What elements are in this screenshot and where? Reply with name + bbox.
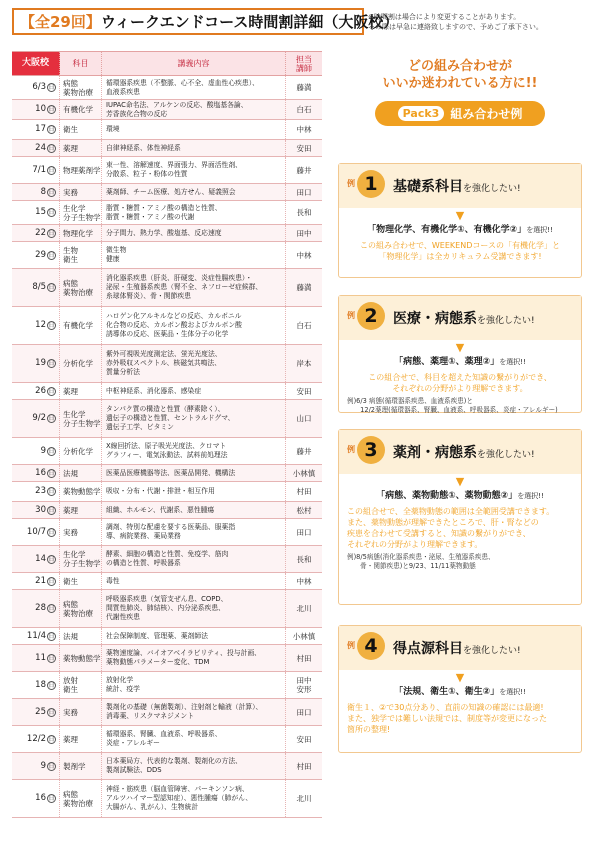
weekday-badge: 日 — [48, 415, 55, 422]
weekday-badge: 日 — [48, 795, 55, 802]
row-date — [12, 157, 60, 183]
date-text: 23 — [35, 486, 46, 496]
row-date — [12, 465, 60, 481]
row-date — [12, 184, 60, 200]
schedule-table — [12, 51, 322, 818]
header-teacher: 担当 講師 — [296, 54, 312, 73]
date-text: 6/3 — [32, 82, 46, 92]
row-date — [12, 269, 60, 306]
weekday-badge: 日 — [48, 708, 55, 716]
row-content: 環境 — [102, 120, 286, 139]
example-combo — [339, 209, 581, 235]
combo-text: 「病態、薬物動態①、薬物動態②」 — [376, 491, 518, 501]
row-date — [12, 628, 60, 644]
example-description: この組合せで、科目を超えた知識の繋がりができ、 それぞれの分野がより理解できます。 — [368, 373, 552, 393]
row-subject: 生物 衛生 — [60, 242, 102, 268]
table-row — [12, 780, 322, 818]
table-row — [12, 201, 322, 225]
date-text: 9/2 — [32, 413, 46, 423]
row-date — [12, 383, 60, 399]
table-row — [12, 482, 322, 502]
row-teacher: 長和 — [296, 208, 312, 217]
date-text: 15 — [35, 207, 46, 217]
weekday-badge: 日 — [48, 144, 55, 152]
table-row — [12, 645, 322, 672]
row-date — [12, 100, 60, 119]
row-date — [12, 120, 60, 139]
row-content: 神経・筋疾患（脳血管障害、パーキンソン病、 アルツハイマー型認知症）、悪性腫瘍（肺がん、 大腸がん、乳がん）、生物統計 — [102, 780, 286, 817]
row-content: 消化器系疾患（肝炎、肝硬変、炎症性腸疾患）・ 泌尿・生殖器系疾患（腎不全、ネフローゼ症候群、 糸球体腎炎）、骨・関節疾患 — [102, 269, 286, 306]
row-date — [12, 780, 60, 817]
pack-text: 組み合わせ例 — [450, 107, 523, 121]
row-date — [12, 201, 60, 224]
example-title — [393, 176, 521, 196]
row-date — [12, 753, 60, 779]
row-subject: 実務 — [60, 184, 102, 200]
combo-suffix: を選択!! — [499, 688, 526, 696]
down-arrow-icon: ▼ — [455, 209, 465, 222]
row-content: 束一性、溶解速度、界面張力、界面活性剤、 分散系、粒子・粉体の性質 — [102, 157, 286, 183]
date-text: 24 — [35, 142, 46, 153]
row-date — [12, 645, 60, 671]
row-date — [12, 672, 60, 698]
row-content: ハロゲン化アルキルなどの反応、カルボニル 化合物の反応、カルボン酸およびカルボン酸 誘導体の反応、医薬品・生体分子の化学 — [102, 307, 286, 344]
date-text: 18 — [35, 679, 46, 690]
title-count: 【全29回】 — [20, 13, 101, 31]
row-subject: 衛生 — [60, 120, 102, 139]
row-content: 吸収・分布・代謝・排泄・相互作用 — [102, 482, 286, 501]
example-note: 例)8/5病態(消化器系疾患・泌尿、生殖器系疾患、 骨・関節疾患)と9/23、11/11薬物動態 — [347, 553, 495, 570]
row-subject: 薬理 — [60, 502, 102, 518]
date-text: 8 — [40, 186, 46, 197]
row-content: 組織、ホルモン、代謝系、悪性腫瘍 — [102, 502, 286, 518]
weekday-badge: 日 — [48, 506, 55, 514]
row-date — [12, 482, 60, 501]
row-content: IUPAC命名法、アルケンの反応、酸塩基各論、 芳香族化合物の反応 — [102, 100, 286, 119]
example-label: 例 — [347, 311, 355, 320]
combo-text: 「病態、薬理①、薬理②」 — [394, 357, 500, 367]
table-row — [12, 120, 322, 140]
row-date — [12, 140, 60, 156]
table-row — [12, 140, 322, 157]
date-text: 12/2 — [26, 733, 46, 744]
example-number: 2 — [357, 302, 385, 330]
row-subject: 病態 薬物治療 — [60, 76, 102, 99]
row-teacher: 小林慎 — [292, 468, 316, 478]
date-text: 28 — [35, 603, 46, 613]
row-content: 微生物 健康 — [102, 242, 286, 268]
example-header — [339, 164, 581, 208]
example-title-suffix: を強化したい! — [463, 646, 521, 656]
date-text: 11 — [35, 652, 46, 663]
row-subject: 薬理 — [60, 383, 102, 399]
table-header — [12, 52, 322, 76]
date-text: 17 — [35, 124, 46, 134]
example-title-suffix: を強化したい! — [463, 184, 521, 194]
example-number: 3 — [357, 436, 385, 464]
row-subject: 放射 衛生 — [60, 672, 102, 698]
schedule-note: ※時間割は場合により変更することがあります。 その際は早急に連絡致しますので、予めご了承下さい。 — [368, 13, 543, 31]
weekday-badge: 日 — [48, 528, 55, 536]
row-date — [12, 438, 60, 464]
row-subject: 有機化学 — [60, 100, 102, 119]
row-teacher: 村田 — [296, 761, 312, 771]
combo-suffix: を選択!! — [517, 492, 544, 500]
row-date — [12, 345, 60, 382]
combo-suffix: を選択!! — [499, 358, 526, 366]
weekday-badge: 日 — [48, 209, 55, 216]
example-box-2 — [338, 295, 582, 413]
combo-suffix: を選択!! — [526, 226, 553, 234]
table-row — [12, 546, 322, 573]
row-content: 分子間力、熱力学、酸塩基、反応速度 — [102, 225, 286, 241]
table-row — [12, 345, 322, 383]
example-description: この組み合わせで、WEEKENDコースの「有機化学」と 「物理化学」は全カリキュラム受講できます! — [360, 241, 560, 261]
weekday-badge: 日 — [48, 322, 55, 329]
row-content: 循環器系、腎臓、血液系、呼吸器系、 炎症・アレルギー — [102, 726, 286, 752]
row-content: 循環器系疾患（不整脈、心不全、虚血性心疾患）、 血液系疾患 — [102, 76, 286, 99]
row-teacher: 藤井 — [296, 165, 312, 175]
row-subject: 薬理 — [60, 726, 102, 752]
date-text: 9 — [40, 445, 46, 456]
date-text: 11/4 — [26, 630, 46, 641]
table-row — [12, 400, 322, 438]
row-teacher: 北川 — [296, 794, 312, 803]
example-header — [339, 626, 581, 670]
combo-panel — [330, 58, 590, 734]
row-subject: 生化学 分子生物学 — [60, 400, 102, 437]
example-header — [339, 296, 581, 340]
row-subject: 分析化学 — [60, 345, 102, 382]
row-teacher: 中林 — [296, 125, 312, 134]
date-text: 8/5 — [32, 282, 46, 292]
table-row — [12, 672, 322, 699]
row-date — [12, 400, 60, 437]
weekday-badge: 日 — [48, 735, 55, 743]
row-teacher: 田口 — [296, 527, 312, 537]
example-label: 例 — [347, 641, 355, 650]
weekday-badge: 日 — [48, 106, 55, 113]
table-row — [12, 383, 322, 400]
page-header — [0, 0, 595, 44]
table-row — [12, 184, 322, 201]
weekday-badge: 日 — [48, 188, 55, 196]
table-row — [12, 157, 322, 184]
row-subject: 実務 — [60, 699, 102, 725]
weekday-badge: 日 — [48, 447, 55, 455]
row-teacher: 岸本 — [296, 359, 312, 368]
date-text: 16 — [35, 467, 46, 478]
row-subject: 病態 薬物治療 — [60, 269, 102, 306]
example-box-1 — [338, 163, 582, 278]
weekday-badge: 日 — [48, 632, 55, 640]
date-text: 26 — [35, 385, 46, 396]
row-teacher: 田口 — [296, 707, 312, 717]
date-text: 7/1 — [32, 164, 46, 175]
example-title — [393, 638, 521, 658]
example-combo — [339, 341, 581, 367]
weekday-badge: 日 — [48, 555, 55, 563]
down-arrow-icon: ▼ — [455, 341, 465, 354]
row-content: 日本薬局方、代表的な製剤、製剤化の方法、 製剤試験法、DDS — [102, 753, 286, 779]
header-content: 講義内容 — [102, 52, 286, 75]
row-subject: 薬理 — [60, 140, 102, 156]
row-teacher: 中林 — [296, 250, 312, 260]
weekday-badge: 日 — [48, 126, 55, 133]
example-title-text: 基礎系科目 — [393, 179, 463, 195]
row-subject: 病態 薬物治療 — [60, 780, 102, 817]
weekday-badge: 日 — [48, 360, 55, 367]
combo-text: 「法規、衛生①、衛生②」 — [394, 687, 500, 697]
weekday-badge: 日 — [48, 488, 55, 495]
table-body — [12, 76, 322, 818]
row-content: 中枢神経系、消化器系、感染症 — [102, 383, 286, 399]
row-teacher: 中林 — [296, 576, 312, 586]
date-text: 9 — [40, 760, 46, 771]
weekday-badge: 日 — [48, 654, 55, 662]
row-subject: 物理薬剤学 — [60, 157, 102, 183]
example-description: 衛生１、②で30点分あり、直前の知識の確認には最適! また、独学では難しい法規では、制度等が変更になった 箇所の整理! — [347, 703, 547, 734]
row-content: 脂質・糖質・アミノ酸の構造と性質、 脂質・糖質・アミノ酸の代謝 — [102, 201, 286, 224]
date-text: 12 — [35, 320, 46, 330]
combo-text: 「物理化学、有機化学①、有機化学②」 — [367, 225, 527, 235]
row-content: 呼吸器系疾患（気管支ぜん息、COPD、 間質性肺炎、肺結核）、内分泌系疾患、 代謝性疾患 — [102, 590, 286, 627]
row-subject: 物理化学 — [60, 225, 102, 241]
weekday-badge: 日 — [48, 229, 55, 237]
header-campus: 大阪校 — [12, 52, 60, 75]
row-teacher: 安田 — [296, 734, 312, 744]
weekday-badge: 日 — [48, 387, 55, 395]
date-text: 21 — [35, 575, 46, 586]
date-text: 14 — [35, 553, 46, 564]
row-subject: 法規 — [60, 628, 102, 644]
example-number: 1 — [357, 170, 385, 198]
table-row — [12, 76, 322, 100]
row-date — [12, 726, 60, 752]
example-label: 例 — [347, 179, 355, 188]
pack-banner — [375, 101, 545, 126]
table-row — [12, 519, 322, 546]
row-teacher: 白石 — [296, 321, 312, 330]
row-content: タンパク質の構造と性質（酵素除く）、 遺伝子の構造と性質、セントラルドグマ、 遺伝子工学、ビタミン — [102, 400, 286, 437]
row-date — [12, 590, 60, 627]
page-title — [12, 8, 399, 35]
example-box-3 — [338, 429, 582, 605]
weekday-badge: 日 — [48, 166, 55, 174]
example-title-text: 薬剤・病態系 — [393, 445, 477, 461]
row-subject: 薬物動態学 — [60, 645, 102, 671]
row-content: X線回折法、原子吸光光度法、クロマト グラフィー、電気泳動法、試料前処理法 — [102, 438, 286, 464]
example-box-4 — [338, 625, 582, 753]
row-subject: 病態 薬物治療 — [60, 590, 102, 627]
row-teacher: 北川 — [296, 604, 312, 613]
weekday-badge: 日 — [48, 577, 55, 585]
table-row — [12, 269, 322, 307]
row-teacher: 田口 — [296, 187, 312, 197]
row-date — [12, 502, 60, 518]
row-subject: 薬物動態学 — [60, 482, 102, 501]
row-teacher: 小林慎 — [292, 631, 316, 641]
date-text: 10/7 — [26, 526, 46, 537]
weekday-badge: 日 — [48, 251, 55, 259]
weekday-badge: 日 — [48, 84, 55, 91]
example-description: この組合せで、全薬物動態の範囲は全範囲受講できます。 また、薬物動態が理解できたところで、肝・腎などの 疾患を合わせて受講すると、知識の繋がりができ、 それぞれの分野がより理解できます。 — [347, 507, 555, 549]
row-content: 自律神経系、体性神経系 — [102, 140, 286, 156]
table-row — [12, 699, 322, 726]
date-text: 10 — [35, 104, 46, 114]
row-subject: 生化学 分子生物学 — [60, 546, 102, 572]
row-content: 毒性 — [102, 573, 286, 589]
weekday-badge: 日 — [48, 469, 55, 477]
row-teacher: 長和 — [296, 554, 312, 564]
table-row — [12, 465, 322, 482]
row-content: 紫外可視吸光度測定法、蛍光光度法、 赤外吸収スペクトル、核磁気共鳴法、 質量分析法 — [102, 345, 286, 382]
row-teacher: 村田 — [296, 653, 312, 663]
weekday-badge: 日 — [48, 605, 55, 612]
row-date — [12, 573, 60, 589]
row-teacher: 藤満 — [296, 283, 312, 292]
row-subject: 分析化学 — [60, 438, 102, 464]
example-combo — [339, 475, 581, 501]
weekday-badge: 日 — [48, 284, 55, 291]
row-date — [12, 519, 60, 545]
row-content: 放射化学 統計、疫学 — [102, 672, 286, 698]
row-subject: 有機化学 — [60, 307, 102, 344]
title-text: ウィークエンドコース時間割詳細（大阪校） — [100, 13, 399, 31]
example-title — [393, 442, 535, 462]
table-row — [12, 628, 322, 645]
table-row — [12, 590, 322, 628]
example-title-text: 得点源科目 — [393, 641, 463, 657]
date-text: 16 — [35, 793, 46, 803]
example-title-text: 医療・病態系 — [393, 311, 477, 327]
row-content: 酵素、細胞の構造と性質、免疫学、筋肉 の構造と性質、呼吸器系 — [102, 546, 286, 572]
combo-question-1: どの組み合わせが — [407, 59, 512, 74]
row-teacher: 松村 — [296, 505, 312, 515]
row-content: 医薬品医療機器等法、医薬品開発、機構法 — [102, 465, 286, 481]
down-arrow-icon: ▼ — [455, 671, 465, 684]
example-title-suffix: を強化したい! — [477, 316, 535, 326]
weekday-badge: 日 — [48, 681, 55, 689]
header-subject: 科目 — [60, 52, 102, 75]
date-text: 22 — [35, 227, 46, 238]
table-row — [12, 100, 322, 120]
row-date — [12, 699, 60, 725]
date-text: 25 — [35, 706, 46, 717]
row-teacher: 藤満 — [296, 83, 312, 92]
example-combo — [339, 671, 581, 697]
row-subject: 生化学 分子生物学 — [60, 201, 102, 224]
example-title-suffix: を強化したい! — [477, 450, 535, 460]
row-subject: 衛生 — [60, 573, 102, 589]
row-teacher: 安田 — [296, 386, 312, 396]
combo-question-2: いいか迷われている方に!! — [382, 76, 538, 91]
table-row — [12, 242, 322, 269]
row-date — [12, 225, 60, 241]
pack-label: Pack3 — [398, 106, 445, 121]
table-row — [12, 726, 322, 753]
date-text: 19 — [35, 358, 46, 368]
row-subject: 実務 — [60, 519, 102, 545]
example-title — [393, 308, 535, 328]
weekday-badge: 日 — [48, 762, 55, 770]
row-teacher: 村田 — [296, 487, 312, 496]
row-teacher: 白石 — [296, 105, 312, 114]
row-date — [12, 242, 60, 268]
row-date — [12, 76, 60, 99]
row-date — [12, 546, 60, 572]
table-row — [12, 502, 322, 519]
row-teacher: 安田 — [296, 143, 312, 153]
row-content: 薬物速度論、バイオアベイラビリティ、投与計画、 薬物動態パラメーター変化、TDM — [102, 645, 286, 671]
row-teacher: 田中 安形 — [296, 676, 312, 694]
row-content: 製剤化の基礎（無菌製剤）、注射剤と輸液（計算）、 消毒薬、リスクマネジメント — [102, 699, 286, 725]
example-note: 例)6/3 病態(循環器系疾患、血液系疾患)と 12/2薬理(循環器系、腎臓、血液系、呼吸器系、炎症・アレルギー) — [347, 397, 558, 414]
example-label: 例 — [347, 445, 355, 454]
row-subject: 法規 — [60, 465, 102, 481]
table-row — [12, 307, 322, 345]
date-text: 30 — [35, 504, 46, 515]
row-content: 調剤、特別な配慮を要する医薬品、服薬指 導、病院業務、薬局業務 — [102, 519, 286, 545]
row-date — [12, 307, 60, 344]
example-header — [339, 430, 581, 474]
example-number: 4 — [357, 632, 385, 660]
row-content: 社会保障制度、管理薬、薬剤師法 — [102, 628, 286, 644]
down-arrow-icon: ▼ — [455, 475, 465, 488]
row-teacher: 藤井 — [296, 446, 312, 456]
row-content: 薬剤師、チーム医療、処方せん、疑義照会 — [102, 184, 286, 200]
row-teacher: 山口 — [296, 414, 312, 423]
row-subject: 製剤学 — [60, 753, 102, 779]
row-teacher: 田中 — [296, 228, 312, 238]
table-row — [12, 438, 322, 465]
date-text: 29 — [35, 249, 46, 260]
table-row — [12, 225, 322, 242]
table-row — [12, 573, 322, 590]
table-row — [12, 753, 322, 780]
